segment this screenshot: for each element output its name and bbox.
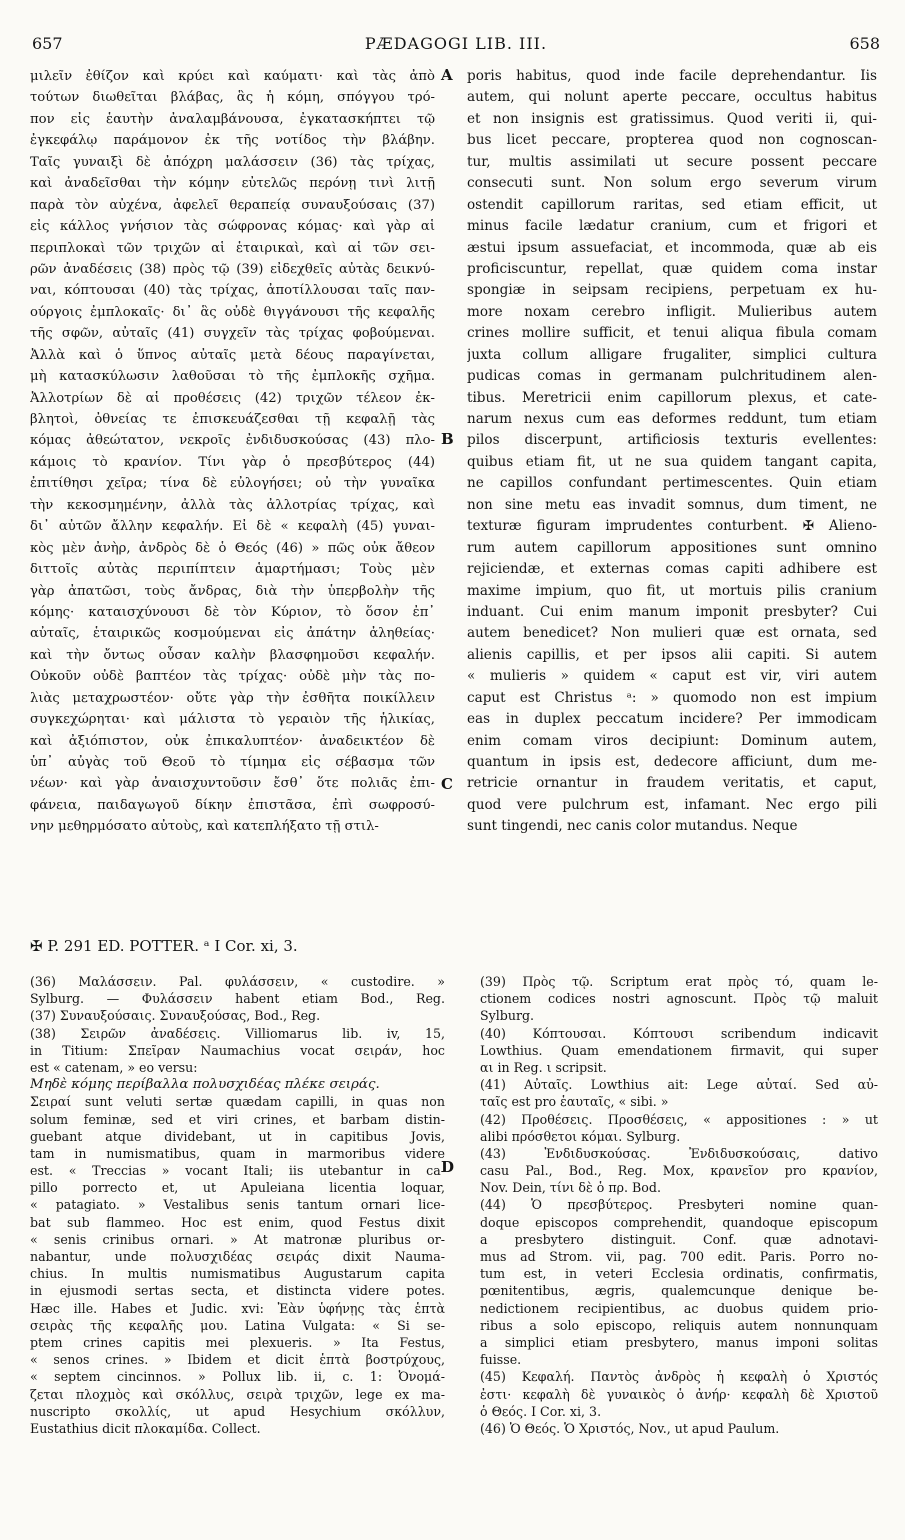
latin-text-line: tibus. Meretricii enim capillorum plexus, et cate- [467,389,877,406]
note-line: (44) Ὁ πρεσβύτερος. Presbyteri nomine quan- [480,1197,878,1213]
note-line: pillo porrecto et, ut Apuleiana licentia loquar, [30,1180,445,1196]
latin-text-line: crines mollire sufficit, et tenui aliqua fibula comam [467,325,877,342]
greek-text-line: καὶ ἀναδεῖσθαι τὴν κόμην εὐτελῶς περόνῃ τινὶ λιτῇ [30,176,435,192]
note-line: tam in numismatibus, quam in marmoribus videre [30,1145,445,1161]
page-header [32,34,880,60]
greek-text-line: φάνεια, παιδαγωγοῦ δίκην ἐπιστᾶσα, ἐπὶ σωφροσύ- [30,797,435,813]
latin-text-line: « mulieris » quidem « caput est vir, viri autem [467,668,877,685]
latin-text-line: pudicas comas in germanam pulchritudinem alen- [467,368,877,385]
note-line: (46) Ὁ Θεός. Ὁ Χριστός, Nov., ut apud Paulum. [480,1420,780,1436]
note-line: Hæc ille. Habes et Judic. xvi: Ἐὰν ὑφήνῃς τὰς ἑπτὰ [30,1300,445,1316]
greek-text-line: διττοῖς αὐτὰς περιπίπτειν ἁμαρτήμασι; Τοὺς μὲν [30,562,435,578]
note-line: chius. In multis numismatibus Augustarum capita [30,1266,445,1282]
latin-text-line: spongiæ in seipsam recipiens, perpetuam ex hu- [467,282,877,299]
note-line: in Titium: Σπεῖραν Naumachius vocat σειράν, hoc [30,1042,445,1058]
greek-text-line: δι᾽ αὐτῶν ἄλλην κεφαλήν. Εἰ δὲ « κεφαλὴ (45) γυναι- [30,519,435,535]
note-line: (40) Κόπτουσαι. Κόπτουσι scribendum indicavit [480,1025,878,1041]
latin-text-line: poris habitus, quod inde facile deprehendantur. Iis [467,68,877,84]
latin-text-line: more noxam cerebro infligit. Mulieribus autem [467,303,877,320]
note-line: Sylburg. [480,1008,535,1024]
greek-text-line: μιλεῖν ἐθίζον καὶ κρύει καὶ καύματι· καὶ τὰς ἀπὸ [30,69,435,84]
note-line: (39) Πρὸς τῷ. Scriptum erat πρὸς τό, quam le- [480,974,878,989]
note-line: Eustathius dicit πλοκαμίδα. Collect. [30,1420,261,1436]
latin-text-line: autem, qui nolunt aperte peccare, occultus habitus [467,89,877,106]
note-line: ctionem codices nostri agnoscunt. Πρὸς τῷ maluit [480,991,878,1007]
latin-text-line: pilos discerpunt, artificiosis texturis evellentes: [467,432,877,449]
greek-text-line: ρῶν ἀναδέσεις (38) πρὸς τῷ (39) εἰδεχθεῖς αὐτὰς δεικνύ- [30,261,435,277]
page-number-left: 657 [32,34,63,53]
greek-text-line: Ἀλλοτρίων δὲ αἱ προθέσεις (42) τριχῶν τέλεον ἐκ- [30,390,435,406]
greek-text-line: ναι, κόπτουσαι (40) τὰς τρίχας, ἀποτίλλουσαι ταῖς παν- [30,283,435,299]
greek-text-line: γὰρ ἀπατῶσι, τοὺς ἄνδρας, διὰ τὴν ὑπερβολὴν τῆς [30,583,435,599]
note-line: σειρὰς τῆς κεφαλῆς μου. Latina Vulgata: « Si se- [30,1317,445,1333]
edition-reference: ✠ P. 291 ED. POTTER. ᵃ I Cor. xi, 3. [30,937,298,955]
note-line: tum est, in veteri Ecclesia ordinatis, confirmatis, [480,1266,878,1282]
latin-text-line: tur, multis assimilati ut secure possent peccare [467,153,877,170]
greek-text-line: παρὰ τὸν αὐχένα, ἀφελεῖ θεραπείᾳ συναυξούσαις (37) [30,197,435,213]
latin-text-line: retricie ornantur in fraudem veritatis, et caput, [467,775,877,792]
greek-text-line: Οὐκοῦν οὐδὲ βαπτέον τὰς τρίχας· οὐδὲ μὴν τὰς πο- [30,669,435,685]
note-line: nabantur, unde πολυσχιδέας σειράς dixit Nauma- [30,1249,445,1264]
note-line: bat sub flammeo. Hoc est enim, quod Festus dixit [30,1214,445,1230]
note-line: ὁ Θεός. I Cor. xi, 3. [480,1403,602,1419]
note-line: (45) Κεφαλή. Παντὸς ἀνδρὸς ἡ κεφαλὴ ὁ Χριστός [480,1369,878,1385]
latin-text-line: narum nexus cum eas deformes reddunt, tum etiam [467,411,877,427]
latin-text-line: rejiciendæ, et externas comas capiti adhibere est [467,561,877,578]
note-line: est « catenam, » eo versu: [30,1059,198,1075]
greek-text-line: κάμοις τὸ κρανίον. Τίνι γὰρ ὁ πρεσβύτερος (44) [30,454,435,470]
latin-text-line: autem benedicet? Non mulieri quæ est ornata, sed [467,625,877,642]
latin-text-line: juxta collum alligare frugaliter, simplici cultura [467,346,877,363]
note-line: Μηδὲ κόμης περίβαλλα πολυσχιδέας πλέκε σειράς. [30,1077,380,1093]
greek-text-line: εἰς κάλλος γνήσιον τὰς σώφρονας κόμας· καὶ γὰρ αἱ [30,219,435,235]
latin-text-line: maxime impium, quo fit, ut mortuis pilis cranium [467,582,877,599]
note-line: « septem cincinnos. » Pollux lib. ii, c. 1: Ὀνομά- [30,1369,445,1385]
greek-text-column [30,66,435,838]
latin-text-column [467,66,877,838]
note-line: Σειραί sunt veluti sertæ quædam capilli, in quas non [30,1094,445,1110]
note-line: Lowthius. Quam emendationem firmavit, qui super [480,1042,878,1058]
note-line: pœnitentibus, ægris, qualemcunque denique be- [480,1283,878,1299]
latin-text-line: proficiscuntur, repellat, quæ quidem coma instar [467,260,877,277]
note-line: mus ad Strom. vii, pag. 700 edit. Paris. Porro no- [480,1249,878,1264]
greek-text-line: συγκεχώρηται· καὶ μάλιστα τὸ γεραιὸν τῆς ἡλικίας, [30,712,435,728]
note-line: guebant atque dividebant, ut in capitibus Jovis, [30,1128,445,1144]
greek-text-line: Ταῖς γυναιξὶ δὲ ἀπόχρη μαλάσσειν (36) τὰς τρίχας, [30,154,435,170]
latin-text-line: alienis capillis, et per ipsos alii capiti. Si autem [467,646,877,663]
greek-text-line: ούργοις ἐμπλοκαῖς· δι᾽ ἃς οὐδὲ θιγγάνουσι τῆς κεφαλῆς [30,304,435,320]
greek-text-line: λιὰς μεταχρωστέον· οὔτε γὰρ τὴν ἐσθῆτα ποικίλλειν [30,690,435,706]
greek-text-line: κόμας ἀθεώτατον, νεκροῖς ἐνδιδυσκούσας (43) πλο- [30,433,435,449]
note-line: ἐστι· κεφαλὴ δὲ γυναικὸς ὁ ἀνήρ· κεφαλὴ δὲ Χριστοῦ [480,1386,878,1402]
greek-text-line: ἐπιτίθησι χεῖρα; τίνα δὲ εὐλογήσει; οὐ τὴν γυναῖκα [30,476,435,492]
note-line: casu Pal., Bod., Reg. Mox, κρανεῖον pro κρανίον, [480,1163,878,1179]
latin-text-line: enim comam viros decipiunt: Dominum autem, [467,732,877,749]
running-title: PÆDAGOGI LIB. III. [364,34,548,53]
greek-text-line: αὐταῖς, ἑταιρικῶς κοσμούμεναι εἰς ἀπάτην ἀληθείας· [30,626,435,642]
greek-text-line: πον εἰς ἑαυτὴν ἀναλαμβάνουσα, ἐγκατασκήπτει τῷ [30,111,435,127]
note-line: a presbytero distinguit. Conf. quæ adnotavi- [480,1231,878,1247]
note-line: (36) Μαλάσσειν. Pal. φυλάσσειν, « custodire. » [30,974,445,989]
note-line: solum feminæ, sed et viri crines, et barbam distin- [30,1111,445,1127]
page-number-right: 658 [849,34,880,53]
latin-text-line: induant. Cui enim manum imponit presbyter? Cui [467,603,877,620]
note-line: doque episcopos comprehendit, quandoque episcopum [480,1214,878,1230]
latin-text-line: rum autem capillorum appositiones sunt omnino [467,539,877,556]
latin-text-line: ostendit capillorum raritas, sed etiam efficit, ut [467,196,877,213]
latin-text-line: bus licet peccare, propterea quod non cognoscan- [467,132,877,149]
latin-text-line: æstui ipsum assuefaciat, et incommoda, quæ ab eis [467,239,877,256]
latin-text-line: quibus etiam fit, ut ne sua quidem tangant capita, [467,453,877,470]
latin-text-line: quantum in ipsis est, dedecore afficiunt, dum me- [467,754,877,770]
latin-text-line: caput est Christus ᵃ: » quomodo non est impium [467,689,877,706]
notes-left-column [30,973,445,1437]
note-line: (37) Συναυξούσαις. Συναυξούσας, Bod., Reg. [30,1008,321,1024]
note-line: fuisse. [480,1352,522,1368]
greek-text-line: καὶ ἀξιόπιστον, οὐκ ἐπικαλυπτέον· ἀναδεικτέον δὲ [30,733,435,749]
section-marker-c: C [441,775,453,793]
section-marker-d: D [441,1158,455,1176]
note-line: « senos crines. » Ibidem et dicit ἑπτὰ βοστρύχους, [30,1352,445,1368]
note-line: ptem crines capitis mei plexueris. » Ita Festus, [30,1334,445,1350]
greek-text-line: Ἀλλὰ καὶ ὁ ὕπνος αὐταῖς μετὰ δέους παραγίνεται, [30,347,435,363]
note-line: (38) Σειρῶν ἀναδέσεις. Villiomarus lib. iv, 15, [30,1025,445,1041]
greek-text-line: κόμης· καταισχύνουσι δὲ τὸν Κύριον, τὸ ὅσον ἐπ᾽ [30,604,435,620]
greek-text-line: καὶ τὴν ὄντως οὖσαν καλὴν βλασφημοῦσι κεφαλήν. [30,647,435,663]
greek-text-line: περιπλοκαὶ τῶν τριχῶν αἱ ἑταιρικαὶ, καὶ αἱ τῶν σει- [30,240,435,256]
greek-text-line: μὴ κατασκύλωσιν λαθοῦσαι τὸ τῆς ἐμπλοκῆς σχῆμα. [30,369,435,385]
latin-text-line: sunt tingendi, nec canis color mutandus. Neque [467,818,798,835]
note-line: nuscripto σκολλίς, ut apud Hesychium σκόλλυν, [30,1403,445,1419]
greek-text-line: νην μεθηρμόσατο αὐτοὺς, καὶ κατεπλήξατο τῇ στιλ- [30,819,379,835]
note-line: (43) Ἐνδιδυσκούσας. Ἐνδιδυσκούσαις, dativo [480,1145,878,1161]
latin-text-line: ne capillos confundant pertimescentes. Quin etiam [467,475,877,492]
latin-text-line: consecuti sunt. Non solum ergo severum virum [467,175,877,192]
latin-text-line: eas in duplex peccatum incidere? Per immodicam [467,711,877,728]
note-line: (42) Προθέσεις. Προσθέσεις, « appositiones : » ut [480,1111,878,1127]
note-line: « senis crinibus ornari. » At matronæ pluribus or- [30,1231,445,1247]
latin-text-line: minus facile lædatur cranium, cum et frigori et [467,218,877,235]
note-line: nedictionem recipientibus, ac duobus quidem prio- [480,1300,878,1316]
greek-text-line: ὑπ᾽ αὐγὰς τοῦ Θεοῦ τὸ τίμημα εἰς σέβασμα τῶν [30,755,435,770]
note-line: αι in Reg. ι scripsit. [480,1059,607,1075]
latin-text-line: quod vere pulchrum est, infamant. Nec ergo pili [467,796,877,813]
note-line: Nov. Dein, τίνι δὲ ὁ πρ. Bod. [480,1180,661,1196]
note-line: ταῖς est pro ἑαυταῖς, « sibi. » [480,1094,669,1110]
latin-text-line: texturæ figuram imprudentes conturbent. ✠ Alieno- [467,518,877,535]
note-line: « patagiato. » Vestalibus senis tantum ornari lice- [30,1197,445,1213]
note-line: alibi πρόσθετοι κόμαι. Sylburg. [480,1128,681,1144]
note-line: ribus a solo episcopo, reliquis autem nonnunquam [480,1317,878,1333]
note-line: in ejusmodi sertas secta, et distincta videre potes. [30,1283,445,1299]
note-line: (41) Αὐταῖς. Lowthius ait: Lege αὑταί. Sed αὐ- [480,1077,878,1093]
greek-text-line: τὴν κεκοσμημένην, ἀλλὰ τὰς ἀλλοτρίας τρίχας, καὶ [30,497,435,513]
greek-text-line: τούτων διωθεῖται βλάβας, ἃς ἡ κόμη, σπόγγου τρό- [30,90,435,106]
latin-text-line: et non insignis est gratissimus. Quod veriti ii, qui- [467,110,877,127]
notes-right-column [480,973,878,1437]
note-line: a simplici etiam presbytero, manus imponi solitas [480,1334,878,1350]
section-marker-b: B [441,430,454,448]
greek-text-line: νέων· καὶ γὰρ ἀναισχυντοῦσιν ἔσθ᾽ ὅτε πολιᾶς ἐπι- [30,776,435,792]
greek-text-line: ἐγκεφάλῳ παράμονον ἐκ τῆς νοτίδος τὴν βλάβην. [30,133,435,149]
latin-text-line: non sine metu eas invadit somnus, dum timent, ne [467,496,877,513]
greek-text-line: κὸς μὲν ἀνὴρ, ἀνδρὸς δὲ ὁ Θεός (46) » πῶς οὐκ ἄθεον [30,540,435,556]
section-marker-a: A [441,66,453,84]
greek-text-line: τῆς σφῶν, αὐταῖς (41) συγχεῖν τὰς τρίχας φοβούμεναι. [30,326,435,342]
note-line: est. « Treccias » vocant Itali; iis utebantur in ca- [30,1163,445,1179]
note-line: Sylburg. — Φυλάσσειν habent etiam Bod., Reg. [30,991,445,1007]
note-line: ζεται πλοχμὸς καὶ σκόλλυς, σειρὰ τριχῶν, lege ex ma- [30,1386,445,1402]
greek-text-line: βλητοὶ, ὀθνείας τε ἐπισκευάζεσθαι τῇ κεφαλῇ τὰς [30,412,435,427]
